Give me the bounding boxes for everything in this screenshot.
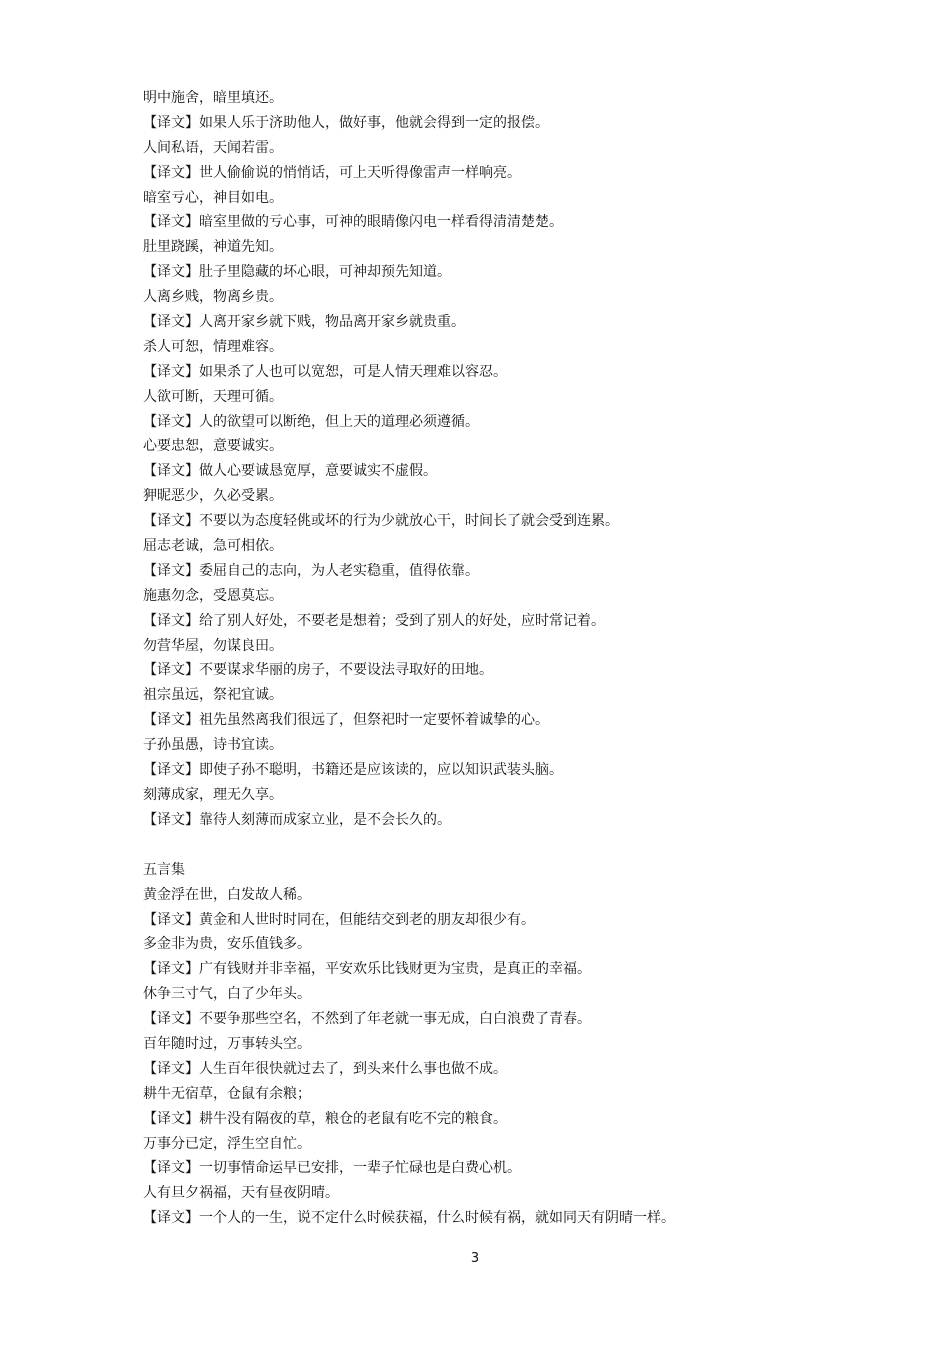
proverb-line: 刻薄成家，理无久享。 bbox=[143, 786, 283, 803]
proverb-line: 人欲可断，天理可循。 bbox=[143, 388, 283, 405]
document-body bbox=[143, 86, 863, 1231]
translation-line: 【译文】不要争那些空名，不然到了年老就一事无成，白白浪费了青春。 bbox=[143, 1011, 591, 1028]
proverb-section-1 bbox=[143, 86, 863, 833]
translation-line: 【译文】不要以为态度轻佻或坏的行为少就放心干，时间长了就会受到连累。 bbox=[143, 513, 619, 530]
proverb-line: 屈志老诚，急可相依。 bbox=[143, 538, 283, 555]
proverb-line: 暗室亏心，神目如电。 bbox=[143, 189, 283, 206]
proverb-line: 多金非为贵，安乐值钱多。 bbox=[143, 936, 311, 953]
proverb-line: 黄金浮在世，白发故人稀。 bbox=[143, 886, 311, 903]
translation-line: 【译文】靠待人刻薄而成家立业，是不会长久的。 bbox=[143, 811, 451, 828]
translation-line: 【译文】即使子孙不聪明，书籍还是应该读的，应以知识武装头脑。 bbox=[143, 762, 563, 779]
translation-line: 【译文】一个人的一生，说不定什么时候获福，什么时候有祸，就如同天有阴晴一样。 bbox=[143, 1210, 675, 1227]
translation-line: 【译文】做人心要诚恳宽厚，意要诚实不虚假。 bbox=[143, 463, 437, 480]
proverb-line: 人间私语，天闻若雷。 bbox=[143, 139, 283, 156]
translation-line: 【译文】黄金和人世时时同在，但能结交到老的朋友却很少有。 bbox=[143, 911, 535, 928]
translation-line: 【译文】一切事情命运早已安排，一辈子忙碌也是白费心机。 bbox=[143, 1160, 521, 1177]
translation-line: 【译文】如果人乐于济助他人，做好事，他就会得到一定的报偿。 bbox=[143, 114, 549, 131]
proverb-section-2 bbox=[143, 883, 863, 1231]
section-gap bbox=[143, 833, 863, 858]
translation-line: 【译文】人生百年很快就过去了，到头来什么事也做不成。 bbox=[143, 1060, 507, 1077]
proverb-line: 祖宗虽远，祭祀宜诚。 bbox=[143, 687, 283, 704]
proverb-line: 万事分已定，浮生空自忙。 bbox=[143, 1135, 311, 1152]
section-title: 五言集 bbox=[143, 861, 185, 878]
proverb-line: 心要忠恕，意要诚实。 bbox=[143, 438, 283, 455]
proverb-line: 百年随时过，万事转头空。 bbox=[143, 1035, 311, 1052]
translation-line: 【译文】肚子里隐藏的坏心眼，可神却预先知道。 bbox=[143, 264, 451, 281]
translation-line: 【译文】人离开家乡就下贱，物品离开家乡就贵重。 bbox=[143, 314, 465, 331]
proverb-line: 施惠勿念，受恩莫忘。 bbox=[143, 587, 283, 604]
proverb-line: 人离乡贱，物离乡贵。 bbox=[143, 289, 283, 306]
translation-line: 【译文】祖先虽然离我们很远了，但祭祀时一定要怀着诚挚的心。 bbox=[143, 712, 549, 729]
translation-line: 【译文】不要谋求华丽的房子，不要设法寻取好的田地。 bbox=[143, 662, 493, 679]
translation-line: 【译文】人的欲望可以断绝，但上天的道理必须遵循。 bbox=[143, 413, 479, 430]
translation-line: 【译文】暗室里做的亏心事，可神的眼睛像闪电一样看得清清楚楚。 bbox=[143, 214, 563, 231]
proverb-line: 狎昵恶少，久必受累。 bbox=[143, 488, 283, 505]
proverb-line: 耕牛无宿草，仓鼠有余粮； bbox=[143, 1085, 311, 1102]
proverb-line: 人有旦夕祸福，天有昼夜阴晴。 bbox=[143, 1185, 339, 1202]
page-number: 3 bbox=[470, 1251, 480, 1266]
proverb-line: 杀人可恕，情理难容。 bbox=[143, 338, 283, 355]
translation-line: 【译文】世人偷偷说的悄悄话，可上天听得像雷声一样响亮。 bbox=[143, 164, 521, 181]
translation-line: 【译文】耕牛没有隔夜的草，粮仓的老鼠有吃不完的粮食。 bbox=[143, 1110, 507, 1127]
proverb-line: 休争三寸气，白了少年头。 bbox=[143, 986, 311, 1003]
proverb-line: 肚里跷蹊，神道先知。 bbox=[143, 239, 283, 256]
proverb-line: 子孙虽愚，诗书宜读。 bbox=[143, 737, 283, 754]
translation-line: 【译文】给了别人好处，不要老是想着；受到了别人的好处，应时常记着。 bbox=[143, 612, 605, 629]
translation-line: 【译文】广有钱财并非幸福，平安欢乐比钱财更为宝贵，是真正的幸福。 bbox=[143, 961, 591, 978]
translation-line: 【译文】如果杀了人也可以宽恕，可是人情天理难以容忍。 bbox=[143, 363, 507, 380]
proverb-line: 勿营华屋，勿谋良田。 bbox=[143, 637, 283, 654]
translation-line: 【译文】委屈自己的志向，为人老实稳重，值得依靠。 bbox=[143, 562, 479, 579]
proverb-line: 明中施舍，暗里填还。 bbox=[143, 90, 283, 106]
